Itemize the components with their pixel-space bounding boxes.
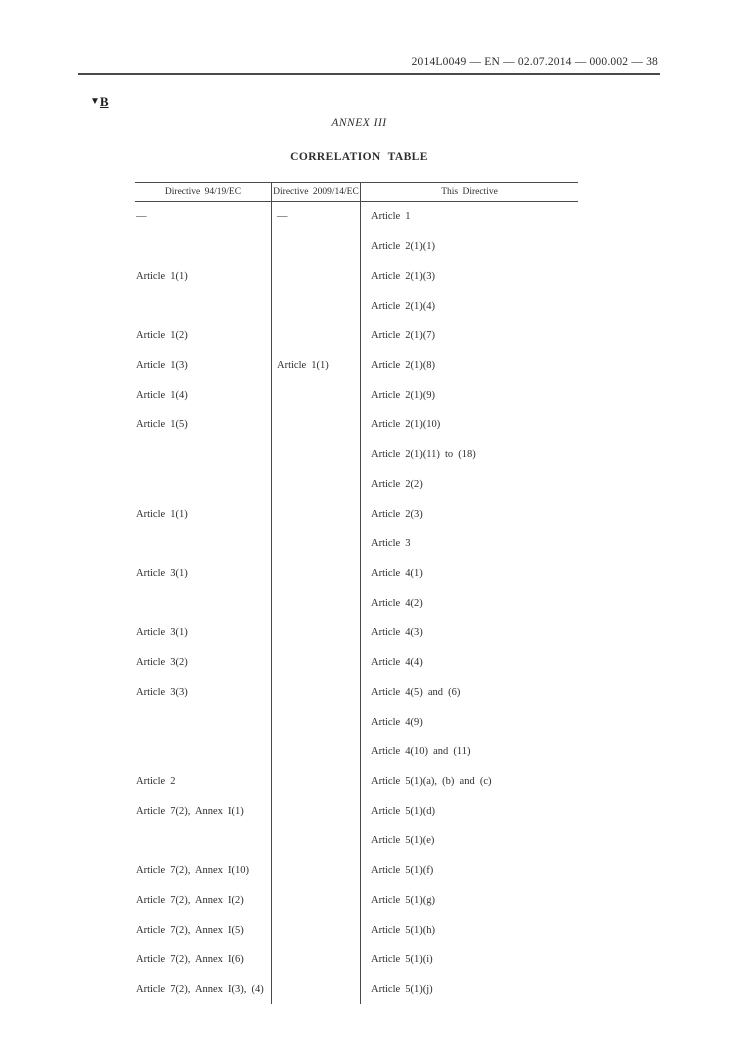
- header-rule: [78, 73, 660, 75]
- table-row: [135, 588, 578, 618]
- table-row: [135, 261, 578, 291]
- table-cell: [271, 945, 360, 975]
- table-cell: [135, 707, 271, 737]
- table-row: [135, 410, 578, 440]
- table-cell: Article 1(1): [136, 270, 188, 282]
- table-cell: Article 5(1)(a), (b) and (c): [360, 767, 578, 797]
- table-cell: Article 3(2): [136, 657, 188, 669]
- table-cell: [271, 796, 360, 826]
- table-cell: [271, 410, 360, 440]
- table-cell: Article 1(4): [136, 389, 188, 401]
- table-cell: [271, 737, 360, 767]
- table-cell: Article 1: [360, 202, 578, 232]
- table-row: [135, 767, 578, 797]
- table-row: [135, 678, 578, 708]
- table-cell: Article 7(2), Annex I(6): [136, 954, 244, 966]
- table-row: [135, 737, 578, 767]
- table-cell: Article 2(1)(11) to (18): [360, 440, 578, 470]
- table-cell: [271, 261, 360, 291]
- table-cell: Article 7(2), Annex I(5): [136, 924, 244, 936]
- column-header-directive-94-19-ec: Directive 94/19/EC: [164, 187, 242, 197]
- table-cell: Article 4(1): [360, 559, 578, 589]
- table-cell: —: [271, 202, 360, 232]
- table-cell: Article 2(3): [360, 499, 578, 529]
- table-row: [135, 529, 578, 559]
- table-cell: [271, 529, 360, 559]
- column-header-directive-2009-14-ec: Directive 2009/14/EC: [271, 183, 360, 201]
- table-cell: Article 7(2), Annex I(1): [136, 805, 244, 817]
- table-cell: [135, 588, 271, 618]
- table-cell: [271, 767, 360, 797]
- table-cell: Article 4(10) and (11): [360, 737, 578, 767]
- table-cell: [271, 707, 360, 737]
- table-cell: Article 5(1)(j): [360, 975, 578, 1005]
- table-cell: [271, 440, 360, 470]
- table-cell: Article 3(1): [136, 567, 188, 579]
- table-cell: [271, 232, 360, 262]
- table-cell: [271, 856, 360, 886]
- table-cell: Article 4(5) and (6): [360, 678, 578, 708]
- correlation-table: [135, 182, 578, 1004]
- table-cell: Article 4(3): [360, 618, 578, 648]
- table-cell: Article 5(1)(i): [360, 945, 578, 975]
- table-cell: Article 2(2): [360, 469, 578, 499]
- table-cell: Article 1(1): [136, 508, 188, 520]
- table-body: [135, 202, 578, 1004]
- table-cell: Article 7(2), Annex I(2): [136, 894, 244, 906]
- table-row: [135, 886, 578, 916]
- table-cell: [271, 469, 360, 499]
- table-row: [135, 618, 578, 648]
- table-row: [135, 707, 578, 737]
- table-cell: [271, 618, 360, 648]
- table-cell: [135, 291, 271, 321]
- page-header-reference: 2014L0049 — EN — 02.07.2014 — 000.002 — 38: [411, 56, 658, 68]
- table-cell: Article 5(1)(f): [360, 856, 578, 886]
- table-cell: Article 1(1): [271, 351, 360, 381]
- table-cell: Article 2: [136, 776, 176, 788]
- table-row: [135, 291, 578, 321]
- table-cell: [271, 915, 360, 945]
- table-cell: [135, 826, 271, 856]
- table-cell: Article 5(1)(d): [360, 796, 578, 826]
- change-marker-letter: B: [99, 94, 109, 109]
- table-row: [135, 796, 578, 826]
- table-cell: Article 1(3): [136, 359, 188, 371]
- table-row: [135, 440, 578, 470]
- table-row: [135, 856, 578, 886]
- table-cell: [135, 529, 271, 559]
- table-row: [135, 499, 578, 529]
- table-cell: [271, 380, 360, 410]
- table-row: [135, 351, 578, 381]
- table-cell: [271, 886, 360, 916]
- table-cell: Article 4(4): [360, 648, 578, 678]
- table-cell: —: [136, 211, 147, 223]
- table-cell: Article 2(1)(7): [360, 321, 578, 351]
- table-cell: Article 5(1)(g): [360, 886, 578, 916]
- table-cell: [271, 648, 360, 678]
- table-cell: [271, 678, 360, 708]
- table-cell: [135, 469, 271, 499]
- table-cell: Article 1(2): [136, 330, 188, 342]
- table-cell: [271, 291, 360, 321]
- table-row: [135, 232, 578, 262]
- table-row: [135, 975, 578, 1005]
- table-cell: Article 2(1)(10): [360, 410, 578, 440]
- table-cell: Article 7(2), Annex I(10): [136, 865, 250, 877]
- table-cell: Article 4(9): [360, 707, 578, 737]
- table-cell: [135, 232, 271, 262]
- table-row: [135, 648, 578, 678]
- table-cell: Article 7(2), Annex I(3), (4): [136, 984, 264, 996]
- table-cell: Article 5(1)(e): [360, 826, 578, 856]
- table-cell: Article 5(1)(h): [360, 915, 578, 945]
- table-row: [135, 469, 578, 499]
- table-cell: Article 1(5): [136, 419, 188, 431]
- table-row: [135, 826, 578, 856]
- table-row: [135, 380, 578, 410]
- table-row: [135, 202, 578, 232]
- table-cell: Article 2(1)(8): [360, 351, 578, 381]
- table-cell: [135, 440, 271, 470]
- change-marker: [90, 93, 109, 111]
- table-cell: [271, 588, 360, 618]
- table-cell: Article 3: [360, 529, 578, 559]
- table-cell: Article 4(2): [360, 588, 578, 618]
- table-cell: [271, 826, 360, 856]
- table-cell: Article 3(1): [136, 627, 188, 639]
- table-cell: [135, 737, 271, 767]
- table-cell: Article 2(1)(3): [360, 261, 578, 291]
- change-marker-arrow-icon: ▼: [90, 96, 100, 107]
- table-row: [135, 915, 578, 945]
- table-row: [135, 559, 578, 589]
- table-row: [135, 945, 578, 975]
- table-row: [135, 321, 578, 351]
- table-cell: Article 2(1)(4): [360, 291, 578, 321]
- annex-title: ANNEX III: [331, 117, 387, 129]
- column-header-this-directive: This Directive: [360, 183, 578, 201]
- table-cell: Article 2(1)(9): [360, 380, 578, 410]
- table-cell: [271, 499, 360, 529]
- table-cell: Article 2(1)(1): [360, 232, 578, 262]
- table-cell: Article 3(3): [136, 686, 188, 698]
- table-header-row: [135, 182, 578, 202]
- correlation-table-title: CORRELATION TABLE: [290, 151, 428, 163]
- table-cell: [271, 321, 360, 351]
- table-cell: [271, 975, 360, 1005]
- table-cell: [271, 559, 360, 589]
